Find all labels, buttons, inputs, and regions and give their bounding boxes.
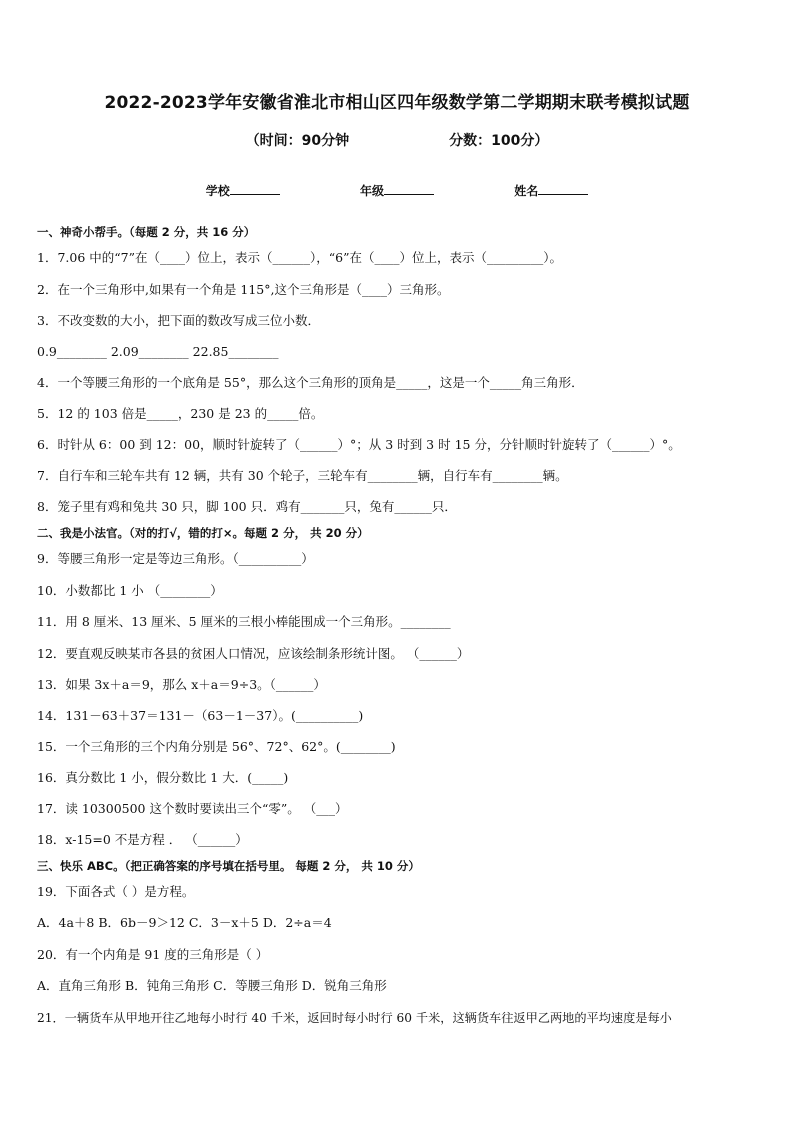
- question-2: 2．在一个三角形中,如果有一个角是 115°,这个三角形是（____）三角形。: [37, 282, 450, 297]
- question-18: 18．x-15=0 不是方程 ． （______）: [37, 832, 248, 847]
- question-17: 17．读 10300500 这个数时要读出三个“零”。 （___）: [37, 801, 348, 816]
- question-20: 20．有一个内角是 91 度的三角形是（ ）: [37, 947, 269, 962]
- school-field: 学校: [206, 182, 280, 199]
- section-heading-2: 二、我是小法官。（对的打√，错的打×。每题 2 分， 共 20 分）: [37, 526, 369, 540]
- question-11: 11．用 8 厘米、13 厘米、5 厘米的三根小棒能围成一个三角形。________: [37, 614, 451, 629]
- school-blank[interactable]: [230, 182, 280, 195]
- question-7: 7．自行车和三轮车共有 12 辆，共有 30 个轮子，三轮车有________辆，自行车有________辆。: [37, 468, 568, 483]
- question-6: 6．时针从 6：00 到 12：00，顺时针旋转了（______）°；从 3 时到 3 时 15 分，分针顺时针旋转了（______）°。: [37, 437, 681, 452]
- question-21: 21．一辆货车从甲地开往乙地每小时行 40 千米，返回时每小时行 60 千米，这辆货车往返甲乙两地的平均速度是每小: [37, 1011, 672, 1025]
- grade-field: 年级: [360, 182, 434, 199]
- name-blank[interactable]: [538, 182, 588, 195]
- question-3-items: 0.9________ 2.09________ 22.85________: [37, 344, 279, 359]
- exam-meta: [0, 130, 794, 150]
- time-label: （时间：90分钟: [245, 133, 350, 149]
- student-info: [0, 182, 794, 199]
- question-19-options: A．4a＋8 B．6b－9＞12 C．3－x＋5 D．2÷a＝4: [37, 915, 332, 930]
- question-15: 15．一个三角形的三个内角分别是 56°、72°、62°。(________): [37, 739, 396, 754]
- page-title: 2022-2023学年安徽省淮北市相山区四年级数学第二学期期末联考模拟试题: [104, 93, 690, 113]
- question-14: 14．131－63＋37＝131－（63－1－37）。(__________): [37, 708, 364, 723]
- question-1: 1．7.06 中的“7”在（____）位上，表示（______），“6”在（____）位上，表示（_________）。: [37, 250, 562, 265]
- question-9: 9．等腰三角形一定是等边三角形。（__________）: [37, 551, 314, 566]
- question-10: 10．小数都比 1 小 （________）: [37, 583, 223, 598]
- question-16: 16．真分数比 1 小，假分数比 1 大．(_____): [37, 770, 289, 785]
- question-5: 5．12 的 103 倍是_____，230 是 23 的_____倍。: [37, 406, 324, 421]
- section-heading-1: 一、神奇小帮手。（每题 2 分，共 16 分）: [37, 225, 256, 239]
- question-20-options: A．直角三角形 B．钝角三角形 C．等腰三角形 D．锐角三角形: [37, 978, 387, 993]
- question-19: 19．下面各式（ ）是方程。: [37, 884, 195, 899]
- score-label: 分数：100分）: [449, 133, 549, 149]
- grade-blank[interactable]: [384, 182, 434, 195]
- question-12: 12．要直观反映某市各县的贫困人口情况，应该绘制条形统计图。 （______）: [37, 646, 470, 661]
- question-3: 3．不改变数的大小，把下面的数改写成三位小数．: [37, 313, 320, 328]
- name-field: 姓名: [514, 182, 588, 199]
- section-heading-3: 三、快乐 ABC。（把正确答案的序号填在括号里。 每题 2 分， 共 10 分）: [37, 859, 420, 873]
- question-8: 8．笼子里有鸡和兔共 30 只，脚 100 只．鸡有_______只，兔有______只．: [37, 499, 457, 514]
- question-4: 4．一个等腰三角形的一个底角是 55°，那么这个三角形的顶角是_____，这是一个_____角三角形．: [37, 375, 584, 390]
- question-13: 13．如果 3x＋a＝9，那么 x＋a＝9÷3。（______）: [37, 677, 326, 692]
